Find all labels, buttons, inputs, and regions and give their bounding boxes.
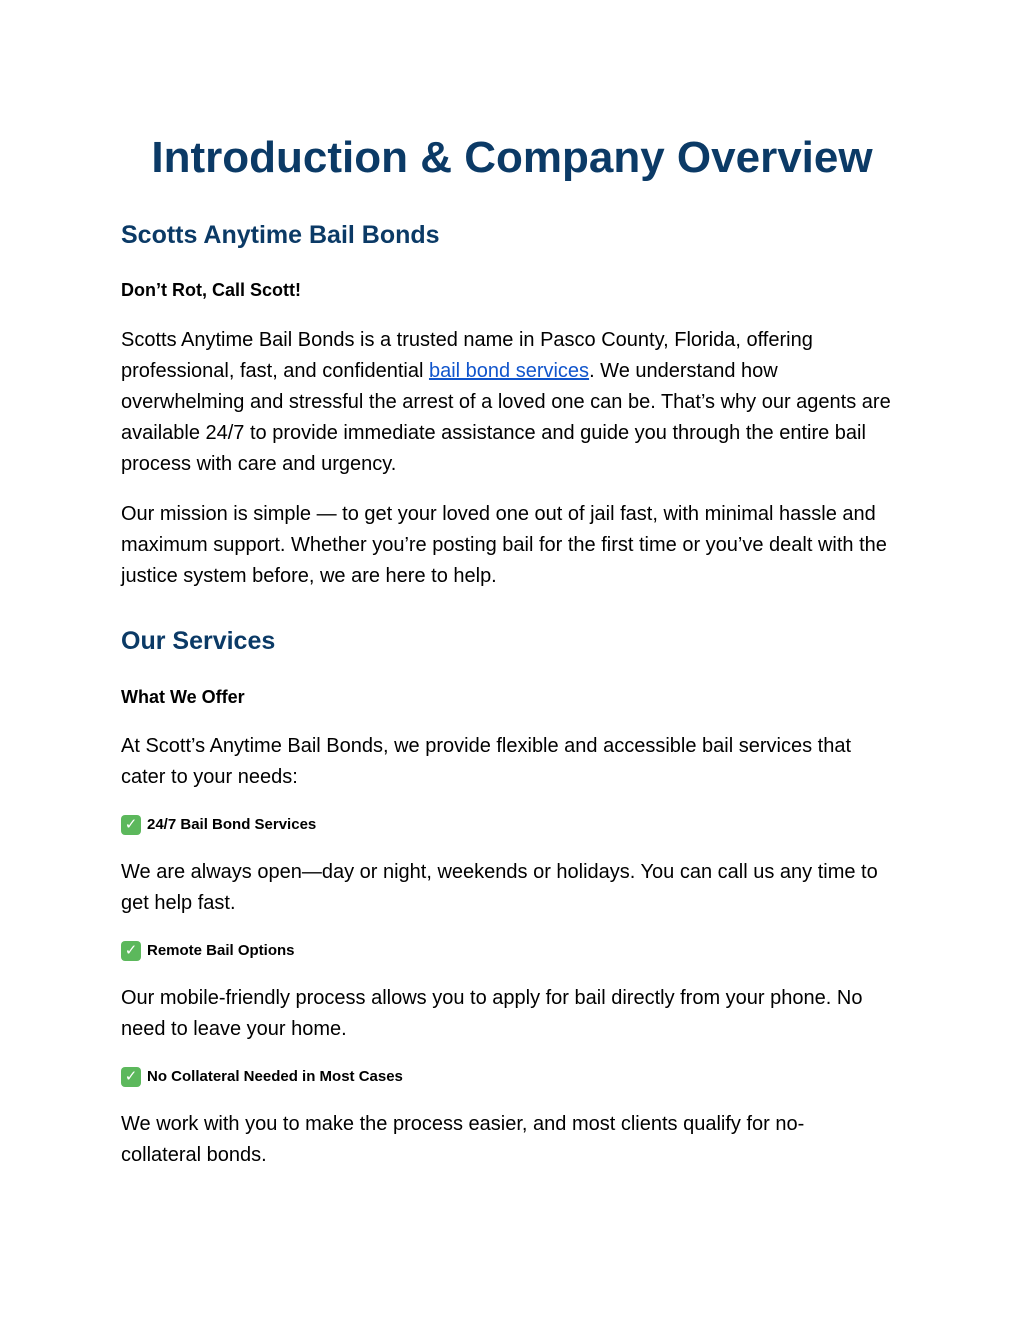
- check-mark-icon: ✓: [121, 1067, 141, 1087]
- feature-description-remote-bail: Our mobile-friendly process allows you to apply for bail directly from your phone. No need to leave your home.: [121, 987, 863, 1040]
- mission-paragraph: Our mission is simple — to get your loved one out of jail fast, with minimal hassle and maximum support. Whether you’re posting bail for the first time or you’ve dealt with the justice system before, we are here to help.: [121, 503, 887, 587]
- check-mark-icon: ✓: [121, 815, 141, 835]
- check-mark-icon: ✓: [121, 941, 141, 961]
- services-subheading: What We Offer: [121, 687, 245, 707]
- feature-title-remote-bail: [121, 940, 295, 962]
- page-title: Introduction & Company Overview: [151, 133, 873, 182]
- services-heading: Our Services: [121, 627, 276, 655]
- feature-description-24-7: We are always open—day or night, weekends or holidays. You can call us any time to get help fast.: [121, 861, 878, 914]
- services-intro-paragraph: At Scott’s Anytime Bail Bonds, we provide flexible and accessible bail services that cater to your needs:: [121, 735, 851, 788]
- feature-title-label: Remote Bail Options: [147, 942, 295, 959]
- feature-title-no-collateral: [121, 1066, 403, 1088]
- feature-description-no-collateral: We work with you to make the process easier, and most clients qualify for no-collateral bonds.: [121, 1113, 805, 1166]
- feature-title-label: 24/7 Bail Bond Services: [147, 816, 317, 833]
- feature-title-24-7: [121, 814, 316, 836]
- company-heading: Scotts Anytime Bail Bonds: [121, 221, 440, 249]
- company-intro-paragraph: [121, 325, 901, 480]
- feature-title-label: No Collateral Needed in Most Cases: [147, 1068, 403, 1085]
- intro-text-before-link: Scotts Anytime Bail Bonds is a trusted name in Pasco County, Florida, offering professional, fast, and confidential: [121, 329, 813, 382]
- bail-bond-services-link[interactable]: bail bond services: [428, 360, 590, 382]
- company-tagline: Don’t Rot, Call Scott!: [121, 280, 301, 300]
- intro-text-after-link: . We understand how overwhelming and stressful the arrest of a loved one can be. That’s why our agents are available 24/7 to provide immediate assistance and guide you through the entire bail process with care and urgency.: [121, 360, 891, 475]
